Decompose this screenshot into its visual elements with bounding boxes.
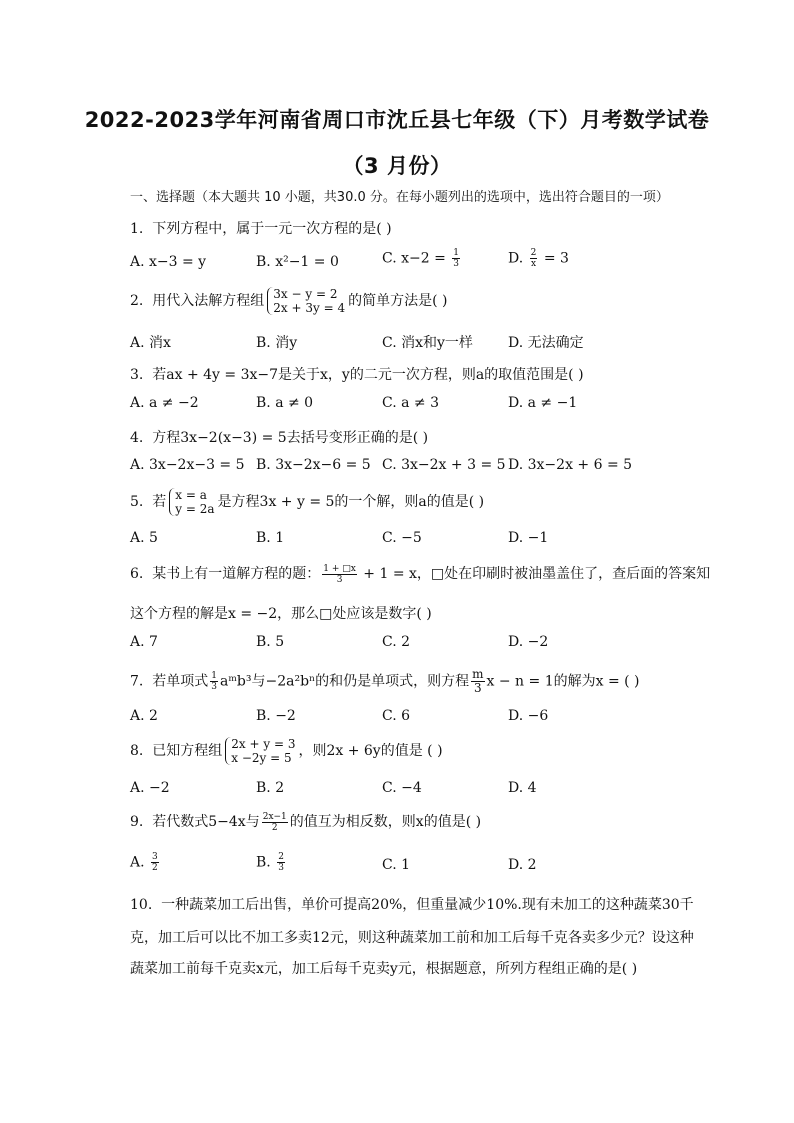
- question-5: 5. 若 x = a y = 2a 是方程3x + y = 5的一个解，则a的值是( ): [130, 488, 485, 516]
- question-10-line3: 蔬菜加工前每千克卖x元，加工后每千克卖y元，根据题意，所列方程组正确的是( ): [130, 961, 638, 977]
- q2-option-d[interactable]: D. 无法确定: [508, 335, 584, 351]
- equation-system: x = a y = 2a: [169, 488, 214, 516]
- question-9: 9. 若代数式5−4x与 $\frac{2x-1}{2}$ 的值互为相反数，则x的值是( ): [130, 811, 482, 833]
- fraction: $\frac{1}{3}$: [453, 248, 460, 269]
- question-4: 4. 方程3x−2(x−3) = 5去括号变形正确的是( ): [130, 430, 429, 446]
- q7-option-a[interactable]: A. 2: [130, 708, 158, 724]
- q2-option-c[interactable]: C. 消x和y一样: [382, 335, 473, 351]
- q6-option-c[interactable]: C. 2: [382, 634, 411, 650]
- q4-option-c[interactable]: C. 3x−2x + 3 = 5: [382, 457, 506, 473]
- exam-title: 2022-2023学年河南省周口市沈丘县七年级（下）月考数学试卷: [84, 108, 710, 132]
- q7-option-b[interactable]: B. −2: [256, 708, 296, 724]
- q3-option-a[interactable]: A. a ≠ −2: [130, 395, 199, 411]
- question-6-line2: 这个方程的解是x = −2，那么□处应该是数字( ): [130, 606, 432, 622]
- q1-option-c[interactable]: C. x−2 = $\frac{1}{3}$: [382, 248, 460, 269]
- question-10-line2: 克，加工后可以比不加工多卖12元，则这种蔬菜加工前和加工后每千克各卖多少元？设这种: [130, 930, 694, 946]
- q7-option-d[interactable]: D. −6: [508, 708, 549, 724]
- q1-option-b[interactable]: B. x²−1 = 0: [256, 254, 339, 270]
- section-heading: 一、选择题（本大题共 10 小题，共30.0 分。在每小题列出的选项中，选出符合题目的一项）: [130, 190, 669, 205]
- q3-option-d[interactable]: D. a ≠ −1: [508, 395, 578, 411]
- question-6: 6. 某书上有一道解方程的题： $\frac{1 + □x}{3}$ + 1 = x，□处在印刷时被油墨盖住了，查后面的答案知: [130, 563, 711, 585]
- q5-option-c[interactable]: C. −5: [382, 530, 422, 546]
- q8-option-d[interactable]: D. 4: [508, 780, 537, 796]
- fraction: $\frac{2}{3}$: [278, 852, 284, 873]
- q8-option-a[interactable]: A. −2: [130, 780, 170, 796]
- question-1: 1. 下列方程中，属于一元一次方程的是( ): [130, 221, 392, 237]
- fraction: $\frac{1}{3}$: [211, 671, 217, 692]
- q2-option-a[interactable]: A. 消x: [130, 335, 171, 351]
- q9-option-d[interactable]: D. 2: [508, 857, 537, 873]
- q3-option-b[interactable]: B. a ≠ 0: [256, 395, 314, 411]
- equation-system: 3x − y = 2 2x + 3y = 4: [267, 287, 345, 315]
- q6-option-b[interactable]: B. 5: [256, 634, 285, 650]
- question-3: 3. 若ax + 4y = 3x−7是关于x，y的二元一次方程，则a的取值范围是( ): [130, 367, 584, 383]
- q5-option-d[interactable]: D. −1: [508, 530, 549, 546]
- question-8: 8. 已知方程组 2x + y = 3 x −2y = 5 ，则2x + 6y的值是 ( ): [130, 737, 443, 765]
- q5-option-b[interactable]: B. 1: [256, 530, 285, 546]
- q4-option-a[interactable]: A. 3x−2x−3 = 5: [130, 457, 245, 473]
- q3-option-c[interactable]: C. a ≠ 3: [382, 395, 439, 411]
- q5-option-a[interactable]: A. 5: [130, 530, 158, 546]
- question-2: 2. 用代入法解方程组 3x − y = 2 2x + 3y = 4 的简单方法是( ): [130, 287, 448, 315]
- q1-option-d[interactable]: D. $\frac{2}{x}$ = 3: [508, 248, 569, 269]
- q6-option-d[interactable]: D. −2: [508, 634, 549, 650]
- q7-option-c[interactable]: C. 6: [382, 708, 411, 724]
- question-7: 7. 若单项式 $\frac{1}{3}$ aᵐb³与−2a²bⁿ的和仍是单项式，则方程 $\frac{m}{3}$ x − n = 1的解为x = ( ): [130, 667, 640, 695]
- q1-option-a[interactable]: A. x−3 = y: [130, 254, 207, 270]
- fraction: $\frac{m}{3}$: [472, 667, 484, 695]
- q9-option-c[interactable]: C. 1: [382, 857, 411, 873]
- fraction: $\frac{3}{2}$: [152, 852, 158, 873]
- q4-option-b[interactable]: B. 3x−2x−6 = 5: [256, 457, 371, 473]
- question-10: 10. 一种蔬菜加工后出售，单价可提高20%，但重量减少10%.现有未加工的这种蔬菜30千: [130, 897, 694, 913]
- exam-subtitle: （3 月份）: [342, 154, 452, 178]
- fraction: $\frac{2x-1}{2}$: [262, 811, 287, 833]
- q8-option-c[interactable]: C. −4: [382, 780, 422, 796]
- q8-option-b[interactable]: B. 2: [256, 780, 285, 796]
- q4-option-d[interactable]: D. 3x−2x + 6 = 5: [508, 457, 633, 473]
- equation-system: 2x + y = 3 x −2y = 5: [225, 737, 295, 765]
- q6-option-a[interactable]: A. 7: [130, 634, 158, 650]
- fraction: $\frac{2}{x}$: [530, 248, 537, 269]
- q2-option-b[interactable]: B. 消y: [256, 335, 298, 351]
- q9-option-a[interactable]: A. $\frac{3}{2}$: [130, 852, 158, 873]
- fraction: $\frac{1 + □x}{3}$: [323, 563, 356, 585]
- q9-option-b[interactable]: B. $\frac{2}{3}$: [256, 852, 284, 873]
